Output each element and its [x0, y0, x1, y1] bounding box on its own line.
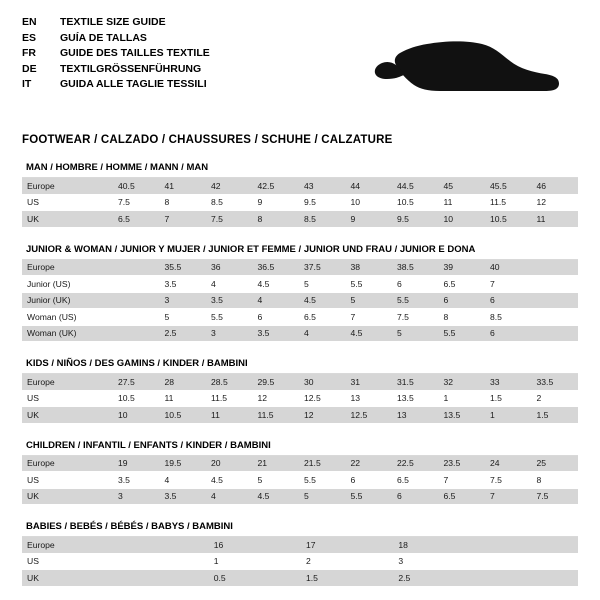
table-row — [22, 178, 578, 194]
cell: 7 — [485, 276, 532, 293]
row-label: Woman (US) — [22, 309, 113, 326]
language-title: TEXTILE SIZE GUIDE — [60, 16, 166, 28]
cell: 3.5 — [113, 472, 160, 489]
cell: 16 — [209, 537, 301, 553]
cell: 5.5 — [439, 325, 486, 342]
row-label: Europe — [22, 260, 113, 276]
table-row — [22, 488, 578, 505]
cell: 9.5 — [299, 194, 346, 211]
cell — [532, 276, 579, 293]
size-table-junior-woman — [22, 260, 578, 343]
cell: 9 — [346, 211, 393, 228]
language-title: GUIDE DES TAILLES TEXTILE — [60, 47, 210, 59]
cell: 8.5 — [485, 309, 532, 326]
cell: 4.5 — [253, 276, 300, 293]
cell: 6 — [485, 292, 532, 309]
language-title-body — [22, 16, 210, 94]
row-label: US — [22, 194, 113, 211]
cell: 25 — [532, 456, 579, 472]
section-junior-woman — [22, 244, 578, 343]
cell: 2.5 — [160, 325, 207, 342]
cell: 6.5 — [439, 488, 486, 505]
cell: 7 — [160, 211, 207, 228]
cell: 9.5 — [392, 211, 439, 228]
cell: 45 — [439, 178, 486, 194]
table-row — [22, 390, 578, 407]
cell: 1 — [485, 407, 532, 424]
cell: 3.5 — [253, 325, 300, 342]
table-row — [22, 211, 578, 228]
language-title: GUÍA DE TALLAS — [60, 31, 147, 44]
size-table-body — [22, 178, 578, 227]
cell: 6 — [392, 276, 439, 293]
cell: 13 — [346, 390, 393, 407]
row-label: US — [22, 553, 209, 570]
cell: 11.5 — [485, 194, 532, 211]
row-label: Junior (UK) — [22, 292, 113, 309]
table-row — [22, 292, 578, 309]
cell: 5.5 — [299, 472, 346, 489]
page-title: FOOTWEAR / CALZADO / CHAUSSURES / SCHUHE / CALZATURE — [22, 134, 393, 146]
cell: 6 — [392, 488, 439, 505]
cell: 31.5 — [392, 374, 439, 390]
cell: 4.5 — [206, 472, 253, 489]
cell: 5 — [346, 292, 393, 309]
size-table-babies — [22, 537, 578, 587]
cell: 44 — [346, 178, 393, 194]
cell: 10 — [113, 407, 160, 424]
cell: 7.5 — [206, 211, 253, 228]
cell — [532, 292, 579, 309]
cell: 8 — [160, 194, 207, 211]
cell: 5.5 — [346, 276, 393, 293]
cell: 7.5 — [392, 309, 439, 326]
section-title: JUNIOR & WOMAN / JUNIOR Y MUJER / JUNIOR ET FEMME / JUNIOR UND FRAU / JUNIOR E DONA — [26, 243, 476, 255]
language-code: DE — [22, 62, 37, 75]
cell: 7.5 — [485, 472, 532, 489]
cell: 11.5 — [253, 407, 300, 424]
table-row — [22, 456, 578, 472]
language-row — [22, 16, 210, 32]
size-table-kids — [22, 374, 578, 424]
cell: 4 — [206, 488, 253, 505]
size-table-body — [22, 456, 578, 505]
language-row — [22, 32, 210, 48]
cell: 36.5 — [253, 260, 300, 276]
row-label: US — [22, 390, 113, 407]
cell: 4.5 — [346, 325, 393, 342]
language-title: TEXTILGRÖSSENFÜHRUNG — [60, 62, 202, 75]
cell: 8 — [532, 472, 579, 489]
table-row — [22, 472, 578, 489]
size-table-man — [22, 178, 578, 228]
size-table-body — [22, 260, 578, 342]
cell: 4.5 — [253, 488, 300, 505]
cell — [532, 309, 579, 326]
section-title: KIDS / NIÑOS / DES GAMINS / KINDER / BAMBINI — [26, 358, 248, 369]
row-label: Woman (UK) — [22, 325, 113, 342]
cell: 4 — [160, 472, 207, 489]
cell: 33 — [485, 374, 532, 390]
cell: 19 — [113, 456, 160, 472]
cell: 13.5 — [392, 390, 439, 407]
section-title: CHILDREN / INFANTIL / ENFANTS / KINDER / BAMBINI — [26, 439, 271, 451]
cell — [532, 325, 579, 342]
row-label: UK — [22, 407, 113, 424]
row-label: Europe — [22, 374, 113, 390]
table-row — [22, 309, 578, 326]
table-row — [22, 260, 578, 276]
cell: 11 — [160, 390, 207, 407]
cell-empty — [486, 537, 578, 553]
cell: 37.5 — [299, 260, 346, 276]
size-table-body — [22, 374, 578, 423]
cell: 10.5 — [485, 211, 532, 228]
table-row — [22, 570, 578, 587]
cell: 4 — [206, 276, 253, 293]
section-title: BABIES / BEBÉS / BÉBÉS / BABYS / BAMBINI — [26, 521, 233, 532]
section-title: MAN / HOMBRE / HOMME / MANN / MAN — [26, 162, 209, 173]
cell: 6 — [346, 472, 393, 489]
cell: 5.5 — [392, 292, 439, 309]
cell: 3.5 — [206, 292, 253, 309]
cell-empty — [486, 553, 578, 570]
language-row — [22, 63, 210, 79]
cell: 7.5 — [532, 488, 579, 505]
cell: 18 — [393, 537, 485, 553]
cell: 5 — [299, 488, 346, 505]
cell: 12.5 — [346, 407, 393, 424]
row-label: UK — [22, 488, 113, 505]
cell: 38.5 — [392, 260, 439, 276]
cell: 10.5 — [160, 407, 207, 424]
cell: 10.5 — [392, 194, 439, 211]
cell: 5 — [299, 276, 346, 293]
cell: 38 — [346, 260, 393, 276]
cell: 0.5 — [209, 570, 301, 587]
cell: 12.5 — [299, 390, 346, 407]
cell: 3.5 — [160, 488, 207, 505]
table-row — [22, 276, 578, 293]
cell: 8.5 — [299, 211, 346, 228]
cell: 6.5 — [113, 211, 160, 228]
cell: 6 — [253, 309, 300, 326]
cell: 42 — [206, 178, 253, 194]
table-row — [22, 553, 578, 570]
cell: 17 — [301, 537, 393, 553]
cell: 6 — [485, 325, 532, 342]
cell: 8 — [439, 309, 486, 326]
cell-empty — [486, 570, 578, 587]
cell: 40 — [485, 260, 532, 276]
cell — [113, 309, 160, 326]
table-row — [22, 407, 578, 424]
language-code: FR — [22, 47, 36, 59]
language-code: ES — [22, 31, 37, 44]
cell: 28.5 — [206, 374, 253, 390]
language-row — [22, 78, 210, 94]
cell: 21.5 — [299, 456, 346, 472]
cell: 46 — [532, 178, 579, 194]
cell: 8.5 — [206, 194, 253, 211]
cell: 21 — [253, 456, 300, 472]
cell: 9 — [253, 194, 300, 211]
cell: 22 — [346, 456, 393, 472]
cell: 23.5 — [439, 456, 486, 472]
cell: 13.5 — [439, 407, 486, 424]
cell: 39 — [439, 260, 486, 276]
cell — [113, 276, 160, 293]
row-label: UK — [22, 570, 209, 587]
cell: 7 — [346, 309, 393, 326]
cell: 6.5 — [439, 276, 486, 293]
cell: 12 — [532, 194, 579, 211]
cell: 45.5 — [485, 178, 532, 194]
language-title: GUIDA ALLE TAGLIE TESSILI — [60, 78, 207, 90]
row-label: Europe — [22, 537, 209, 553]
cell: 7.5 — [113, 194, 160, 211]
cell: 5.5 — [206, 309, 253, 326]
cell: 1 — [209, 553, 301, 570]
cell: 5 — [160, 309, 207, 326]
cell: 29.5 — [253, 374, 300, 390]
size-table-body — [22, 537, 578, 586]
dress-shoe-icon — [370, 38, 560, 100]
cell: 31 — [346, 374, 393, 390]
cell: 6.5 — [392, 472, 439, 489]
row-label: Europe — [22, 456, 113, 472]
cell: 10 — [439, 211, 486, 228]
cell: 7 — [485, 488, 532, 505]
cell: 42.5 — [253, 178, 300, 194]
cell: 4 — [299, 325, 346, 342]
language-title-table — [22, 16, 210, 94]
page-header — [22, 16, 578, 124]
cell: 33.5 — [532, 374, 579, 390]
cell — [113, 325, 160, 342]
cell: 11.5 — [206, 390, 253, 407]
cell: 4.5 — [299, 292, 346, 309]
cell: 35.5 — [160, 260, 207, 276]
cell: 40.5 — [113, 178, 160, 194]
cell: 3 — [393, 553, 485, 570]
language-row — [22, 47, 210, 63]
section-kids — [22, 358, 578, 424]
cell: 10 — [346, 194, 393, 211]
cell: 5.5 — [346, 488, 393, 505]
cell: 36 — [206, 260, 253, 276]
cell: 28 — [160, 374, 207, 390]
section-man — [22, 162, 578, 228]
language-code: IT — [22, 78, 32, 90]
table-row — [22, 537, 578, 553]
cell: 1 — [439, 390, 486, 407]
row-label: US — [22, 472, 113, 489]
cell — [113, 292, 160, 309]
cell: 3 — [206, 325, 253, 342]
cell: 22.5 — [392, 456, 439, 472]
cell: 1.5 — [532, 407, 579, 424]
cell: 44.5 — [392, 178, 439, 194]
cell — [113, 260, 160, 276]
cell: 41 — [160, 178, 207, 194]
cell: 2 — [532, 390, 579, 407]
cell: 19.5 — [160, 456, 207, 472]
size-table-children — [22, 456, 578, 506]
cell: 11 — [439, 194, 486, 211]
cell: 11 — [532, 211, 579, 228]
cell: 4 — [253, 292, 300, 309]
cell: 30 — [299, 374, 346, 390]
cell: 27.5 — [113, 374, 160, 390]
cell: 5 — [253, 472, 300, 489]
section-children — [22, 440, 578, 506]
section-babies — [22, 521, 578, 587]
cell: 1.5 — [485, 390, 532, 407]
cell: 12 — [299, 407, 346, 424]
cell: 2 — [301, 553, 393, 570]
language-code: EN — [22, 16, 37, 28]
cell: 3 — [160, 292, 207, 309]
cell: 3 — [113, 488, 160, 505]
table-row — [22, 374, 578, 390]
cell: 10.5 — [113, 390, 160, 407]
cell: 43 — [299, 178, 346, 194]
cell: 20 — [206, 456, 253, 472]
cell: 11 — [206, 407, 253, 424]
cell: 7 — [439, 472, 486, 489]
cell — [532, 260, 579, 276]
cell: 13 — [392, 407, 439, 424]
cell: 1.5 — [301, 570, 393, 587]
row-label: Junior (US) — [22, 276, 113, 293]
cell: 6 — [439, 292, 486, 309]
row-label: UK — [22, 211, 113, 228]
row-label: Europe — [22, 178, 113, 194]
cell: 2.5 — [393, 570, 485, 587]
cell: 24 — [485, 456, 532, 472]
cell: 5 — [392, 325, 439, 342]
cell: 8 — [253, 211, 300, 228]
cell: 3.5 — [160, 276, 207, 293]
cell: 6.5 — [299, 309, 346, 326]
cell: 12 — [253, 390, 300, 407]
table-row — [22, 325, 578, 342]
table-row — [22, 194, 578, 211]
cell: 32 — [439, 374, 486, 390]
